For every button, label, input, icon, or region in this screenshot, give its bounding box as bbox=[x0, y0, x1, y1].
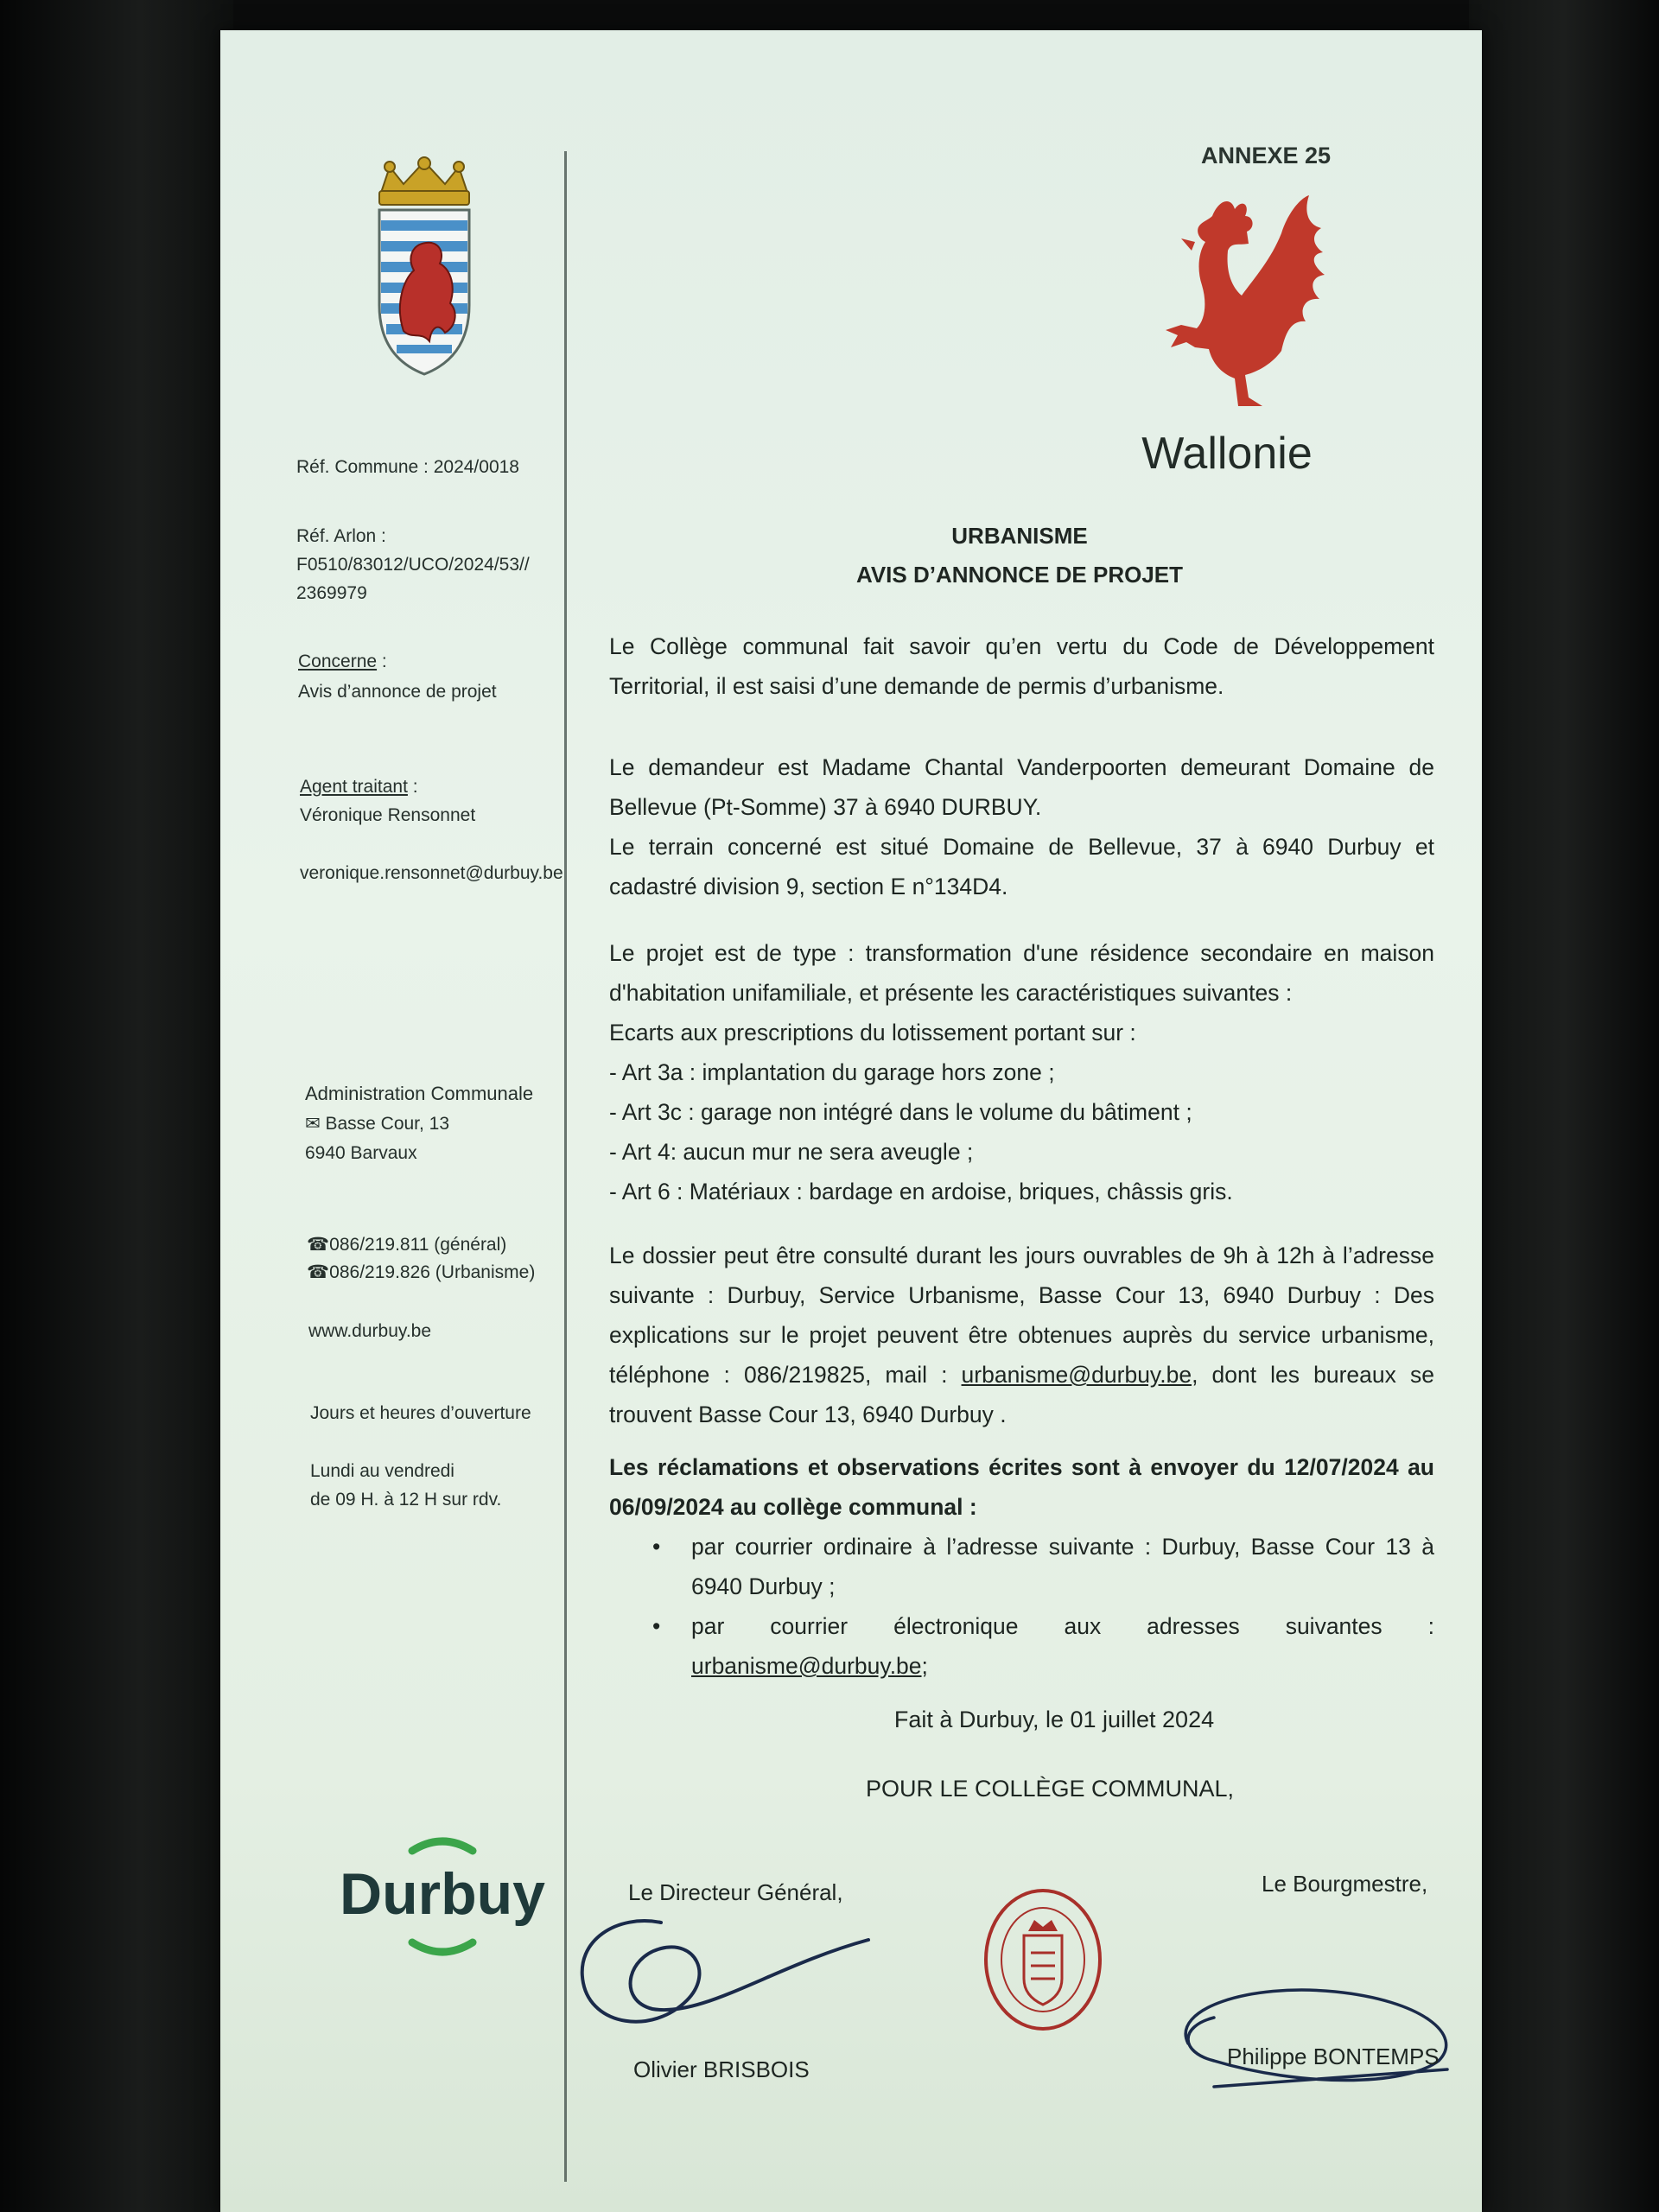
ecarts-text: Ecarts aux prescriptions du lotissement portant sur : bbox=[609, 1020, 1136, 1046]
hours-line1: Lundi au vendredi bbox=[310, 1461, 454, 1481]
paragraph-consultation bbox=[609, 1236, 1434, 1434]
durbuy-logo bbox=[340, 1832, 545, 1961]
telephone-icon: ☎ bbox=[307, 1262, 330, 1282]
article-item: - Art 4: aucun mur ne sera aveugle ; bbox=[609, 1139, 974, 1165]
admin-street: ✉ Basse Cour, 13 bbox=[305, 1114, 450, 1134]
urbanisme-email-link[interactable]: urbanisme@durbuy.be bbox=[691, 1653, 922, 1679]
paragraph-applicant bbox=[609, 747, 1434, 906]
concerne-label: Concerne : bbox=[298, 652, 387, 671]
agent-name: Véronique Rensonnet bbox=[300, 805, 476, 825]
list-item: • par courrier ordinaire à l’adresse suivante : Durbuy, Basse Cour 13 à 6940 Durbuy ; bbox=[691, 1527, 1434, 1606]
project-type-text: Le projet est de type : transformation d'une résidence secondaire en maison d'habitation unifamiliale, et présente les caractéristiques suivantes : bbox=[609, 940, 1434, 1006]
wallonie-wordmark: Wallonie bbox=[1141, 429, 1313, 479]
phone-general: ☎086/219.811 (général) bbox=[307, 1235, 507, 1255]
article-item: - Art 6 : Matériaux : bardage en ardoise, briques, châssis gris. bbox=[609, 1179, 1233, 1205]
pour-college-line: POUR LE COLLÈGE COMMUNAL, bbox=[865, 1776, 1235, 1802]
device-frame-right bbox=[1469, 0, 1659, 2212]
directeur-label: Le Directeur Général, bbox=[628, 1879, 843, 1905]
paragraph-claims bbox=[609, 1447, 1434, 1686]
directeur-name: Olivier BRISBOIS bbox=[633, 2056, 810, 2082]
paragraph-project bbox=[609, 933, 1434, 1211]
telephone-icon: ☎ bbox=[307, 1235, 330, 1255]
article-item: - Art 3a : implantation du garage hors zone ; bbox=[609, 1059, 1055, 1085]
urbanisme-email-link[interactable]: urbanisme@durbuy.be bbox=[961, 1362, 1192, 1388]
heading-urbanisme: URBANISME bbox=[951, 523, 1088, 549]
bourgmestre-name: Philippe BONTEMPS bbox=[1227, 2044, 1440, 2069]
hours-line2: de 09 H. à 12 H sur rdv. bbox=[310, 1490, 502, 1510]
article-item: - Art 3c : garage non intégré dans le volume du bâtiment ; bbox=[609, 1099, 1192, 1125]
envelope-icon: ✉ bbox=[305, 1114, 321, 1134]
phone-urbanisme: ☎086/219.826 (Urbanisme) bbox=[307, 1262, 536, 1282]
admin-title: Administration Communale bbox=[305, 1083, 534, 1104]
bourgmestre-label: Le Bourgmestre, bbox=[1262, 1871, 1428, 1897]
bourgmestre-signature bbox=[1162, 1974, 1473, 2104]
ref-commune: Réf. Commune : 2024/0018 bbox=[296, 457, 519, 477]
heading-avis: AVIS D’ANNONCE DE PROJET bbox=[855, 562, 1183, 588]
ref-arlon-label: Réf. Arlon : bbox=[296, 526, 386, 546]
device-frame-left bbox=[0, 0, 233, 2212]
walloon-rooster-icon bbox=[1152, 190, 1346, 423]
fait-a-line: Fait à Durbuy, le 01 juillet 2024 bbox=[893, 1707, 1215, 1732]
land-text: Le terrain concerné est situé Domaine de Bellevue, 37 à 6940 Durbuy et cadastré division 9, section E n°134D4. bbox=[609, 834, 1434, 899]
agent-email[interactable]: veronique.rensonnet@durbuy.be bbox=[300, 863, 563, 883]
column-divider bbox=[564, 151, 567, 2182]
website-link[interactable]: www.durbuy.be bbox=[308, 1321, 432, 1341]
agent-label: Agent traitant : bbox=[300, 777, 418, 797]
claims-text: Les réclamations et observations écrites sont à envoyer du 12/07/2024 au 06/09/2024 au collège communal : bbox=[609, 1454, 1434, 1520]
notice-document bbox=[220, 30, 1482, 2212]
concerne-value: Avis d’annonce de projet bbox=[298, 682, 497, 702]
claims-list bbox=[609, 1527, 1434, 1686]
consultation-text: Le dossier peut être consulté durant les jours ouvrables de 9h à 12h à l’adresse suivante : Durbuy, Service Urbanisme, Basse Cour 13, 6940 Durbuy : Des explications sur le projet peuvent être obtenues auprès du service urbanisme, téléphone : 086/219825, mail : urbanisme@durbuy.be, dont les bureaux se trouvent Basse Cour 13, 6940 Durbuy . bbox=[609, 1243, 1434, 1427]
list-item: • par courrier électronique aux adresses suivantes : urbanisme@durbuy.be; bbox=[691, 1606, 1434, 1686]
ref-arlon-value: F0510/83012/UCO/2024/53// bbox=[296, 555, 530, 575]
applicant-text: Le demandeur est Madame Chantal Vanderpoorten demeurant Domaine de Bellevue (Pt-Somme) 37 à 6940 DURBUY. bbox=[609, 754, 1434, 820]
hours-title: Jours et heures d’ouverture bbox=[310, 1403, 531, 1423]
directeur-signature bbox=[566, 1888, 877, 2044]
annexe-label: ANNEXE 25 bbox=[1200, 143, 1332, 168]
commune-seal bbox=[981, 1884, 1106, 2035]
svg-text:Durbuy: Durbuy bbox=[340, 1861, 545, 1927]
luxembourg-crest-icon bbox=[369, 158, 480, 383]
intro-text: Le Collège communal fait savoir qu’en vertu du Code de Développement Territorial, il est saisi d’une demande de permis d’urbanisme. bbox=[609, 633, 1434, 699]
ref-arlon-value-2: 2369979 bbox=[296, 583, 367, 603]
admin-city: 6940 Barvaux bbox=[305, 1143, 417, 1163]
paragraph-intro bbox=[609, 626, 1434, 706]
